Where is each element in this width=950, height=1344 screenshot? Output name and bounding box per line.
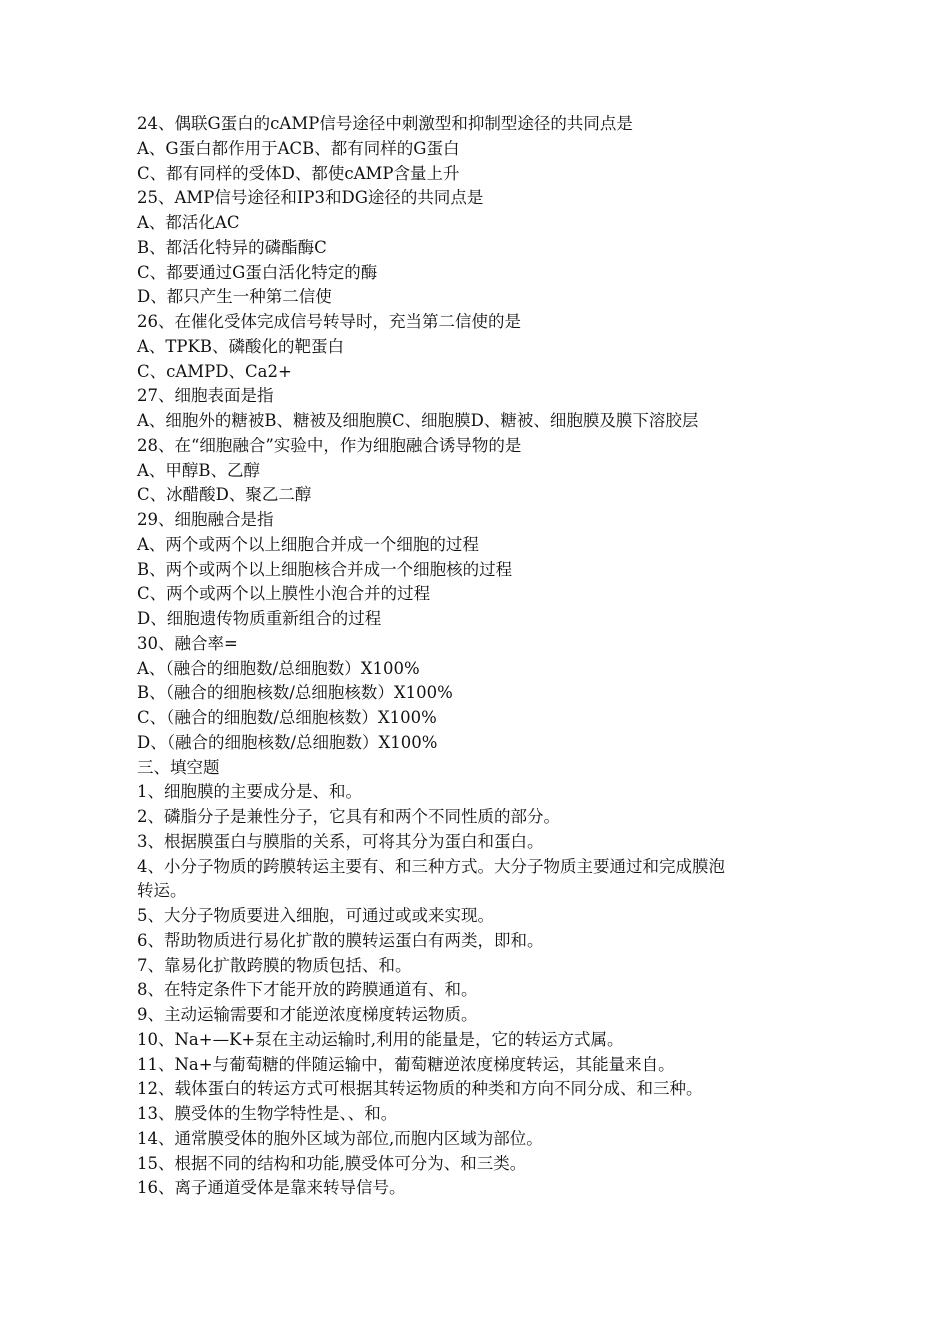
text-line: A、两个或两个以上细胞合并成一个细胞的过程	[137, 534, 479, 554]
text-line: D、细胞遗传物质重新组合的过程	[137, 609, 382, 628]
text-line: C、都要通过G蛋白活化特定的酶	[137, 262, 378, 282]
text-line: C、都有同样的受体D、都使cAMP含量上升	[137, 163, 460, 183]
text-line: C、（融合的细胞数/总细胞核数）X100%	[137, 708, 437, 727]
text-line: 7、靠易化扩散跨膜的物质包括、和。	[137, 955, 412, 975]
text-line: 9、主动运输需要和才能逆浓度梯度转运物质。	[137, 1005, 478, 1024]
text-line: 24、偶联G蛋白的cAMP信号途径中刺激型和抑制型途径的共同点是	[137, 114, 633, 133]
text-line: 8、在特定条件下才能开放的跨膜通道有、和。	[137, 980, 478, 1000]
text-line: 27、细胞表面是指	[137, 386, 274, 406]
text-line: D、（融合的细胞核数/总细胞数）X100%	[137, 732, 438, 752]
document-body	[137, 112, 827, 1201]
text-line: 28、在“细胞融合”实验中，作为细胞融合诱导物的是	[137, 435, 522, 455]
text-line: 转运。	[137, 881, 187, 901]
text-line: 15、根据不同的结构和功能,膜受体可分为、和三类。	[137, 1153, 527, 1173]
text-line: A、细胞外的糖被B、糖被及细胞膜C、细胞膜D、糖被、细胞膜及膜下溶胶层	[137, 411, 699, 430]
text-line: 26、在催化受体完成信号转导时，充当第二信使的是	[137, 312, 521, 331]
text-line: 6、帮助物质进行易化扩散的膜转运蛋白有两类，即和。	[137, 930, 544, 950]
text-line: C、冰醋酸D、聚乙二醇	[137, 485, 312, 505]
text-line: C、cAMPD、Ca2+	[137, 361, 292, 381]
text-line: 12、载体蛋白的转运方式可根据其转运物质的种类和方向不同分成、和三种。	[137, 1079, 703, 1099]
text-line: 4、小分子物质的跨膜转运主要有、和三种方式。大分子物质主要通过和完成膜泡	[137, 856, 725, 876]
text-line: 14、通常膜受体的胞外区域为部位,而胞内区域为部位。	[137, 1128, 543, 1148]
text-line: 16、离子通道受体是靠来转导信号。	[137, 1178, 406, 1198]
text-line: A、TPKB、磷酸化的靶蛋白	[137, 336, 344, 356]
text-line: 10、Na+—K+泵在主动运输时,利用的能量是，它的转运方式属。	[137, 1029, 624, 1049]
text-line: 1、细胞膜的主要成分是、和。	[137, 782, 362, 802]
text-line: 3、根据膜蛋白与膜脂的关系，可将其分为蛋白和蛋白。	[137, 831, 544, 851]
text-line: 5、大分子物质要进入细胞，可通过或或来实现。	[137, 906, 494, 925]
text-line: 29、细胞融合是指	[137, 510, 274, 529]
text-line: 25、AMP信号途径和IP3和DG途径的共同点是	[137, 188, 484, 208]
text-line: 11、Na+与葡萄糖的伴随运输中，葡萄糖逆浓度梯度转运，其能量来自。	[137, 1054, 675, 1074]
text-line: B、（融合的细胞核数/总细胞核数）X100%	[137, 683, 453, 703]
text-line: B、都活化特异的磷酯酶C	[137, 237, 327, 257]
text-line: B、两个或两个以上细胞核合并成一个细胞核的过程	[137, 559, 513, 579]
text-line: A、都活化AC	[137, 213, 240, 232]
text-line: 13、膜受体的生物学特性是、、和。	[137, 1104, 398, 1123]
text-line: D、都只产生一种第二信使	[137, 287, 332, 307]
text-line: 2、磷脂分子是兼性分子，它具有和两个不同性质的部分。	[137, 807, 560, 826]
text-line: A、G蛋白都作用于ACB、都有同样的G蛋白	[137, 138, 460, 158]
text-line: 30、融合率=	[137, 633, 238, 653]
text-line: A、（融合的细胞数/总细胞数）X100%	[137, 658, 420, 678]
text-line: A、甲醇B、乙醇	[137, 460, 261, 480]
text-line: 三、填空题	[137, 757, 220, 777]
text-line: C、两个或两个以上膜性小泡合并的过程	[137, 584, 431, 604]
